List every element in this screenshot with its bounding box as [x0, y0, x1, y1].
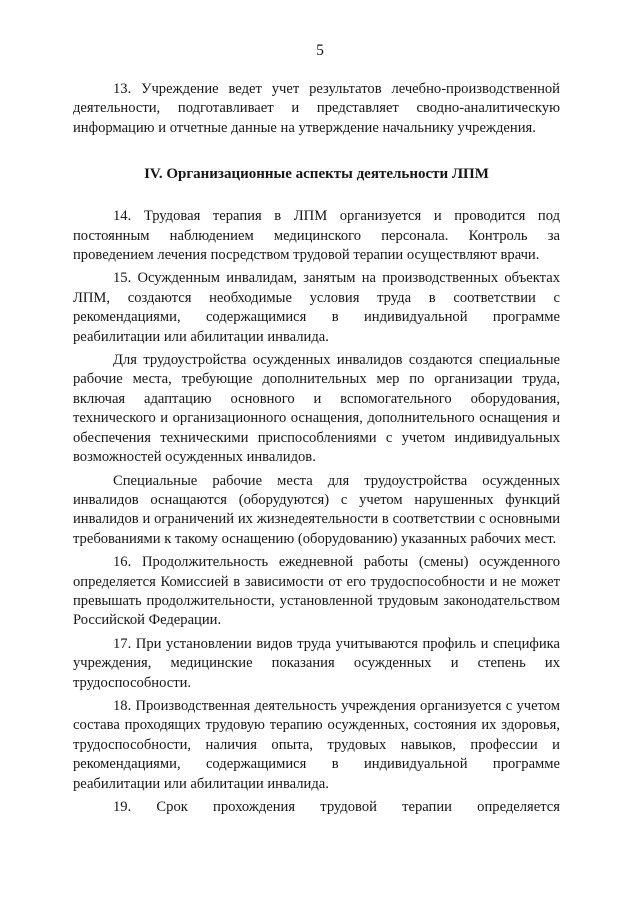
page-number: 5 — [316, 42, 324, 59]
document-body — [73, 80, 560, 817]
paragraph-17: 17. При установлении видов труда учитываются профиль и специфика учреждения, медицинские показания осужденных и степень их трудоспособности. — [73, 635, 560, 691]
paragraph-15: 15. Осужденным инвалидам, занятым на производственных объектах ЛПМ, создаются необходимые условия труда в соответствии с рекомендациями, содержащимися в индивидуальной программе реабилитации или абилитации инвалида. — [73, 270, 560, 345]
section-heading: IV. Организационные аспекты деятельности ЛПМ — [144, 166, 489, 183]
paragraph-19: 19. Срок прохождения трудовой терапии определяется — [113, 799, 560, 815]
paragraph-13: 13. Учреждение ведет учет результатов лечебно-производственной деятельности, подготавливает и представляет сводно-аналитическую информацию и отчетные данные на утверждение начальнику учреждения. — [73, 81, 560, 136]
paragraph-18: 18. Производственная деятельность учреждения организуется с учетом состава проходящих трудовую терапию осужденных, состояния их здоровья, трудоспособности, наличия опыта, трудовых навыков, профессии и рекомендациями, содержащимися в индивидуальной программе реабилитации или абилитации инвалида. — [73, 697, 560, 792]
paragraph-15-workplaces: Для трудоустройства осужденных инвалидов создаются специальные рабочие места, требующие дополнительных мер по организации труда, включая адаптацию основного и вспомогательного оборудования, технического и организационного оснащения, дополнительного оснащения и обеспечения техническими приспособлениями с учетом индивидуальных возможностей осужденных инвалидов. — [73, 352, 560, 466]
paragraph-16: 16. Продолжительность ежедневной работы (смены) осужденного определяется Комиссией в зависимости от его трудоспособности и не может превышать продолжительности, установленной трудовым законодательством Российской Федерации. — [73, 554, 560, 629]
paragraph-15-equipment: Специальные рабочие места для трудоустройства осужденных инвалидов оснащаются (оборудуются) с учетом нарушенных функций инвалидов и ограничений их жизнедеятельности в соответствии с основными требованиями к такому оснащению (оборудованию) указанных рабочих мест. — [73, 472, 560, 547]
paragraph-14: 14. Трудовая терапия в ЛПМ организуется и проводится под постоянным наблюдением медицинского персонала. Контроль за проведением лечения посредством трудовой терапии осуществляют врачи. — [73, 208, 560, 264]
